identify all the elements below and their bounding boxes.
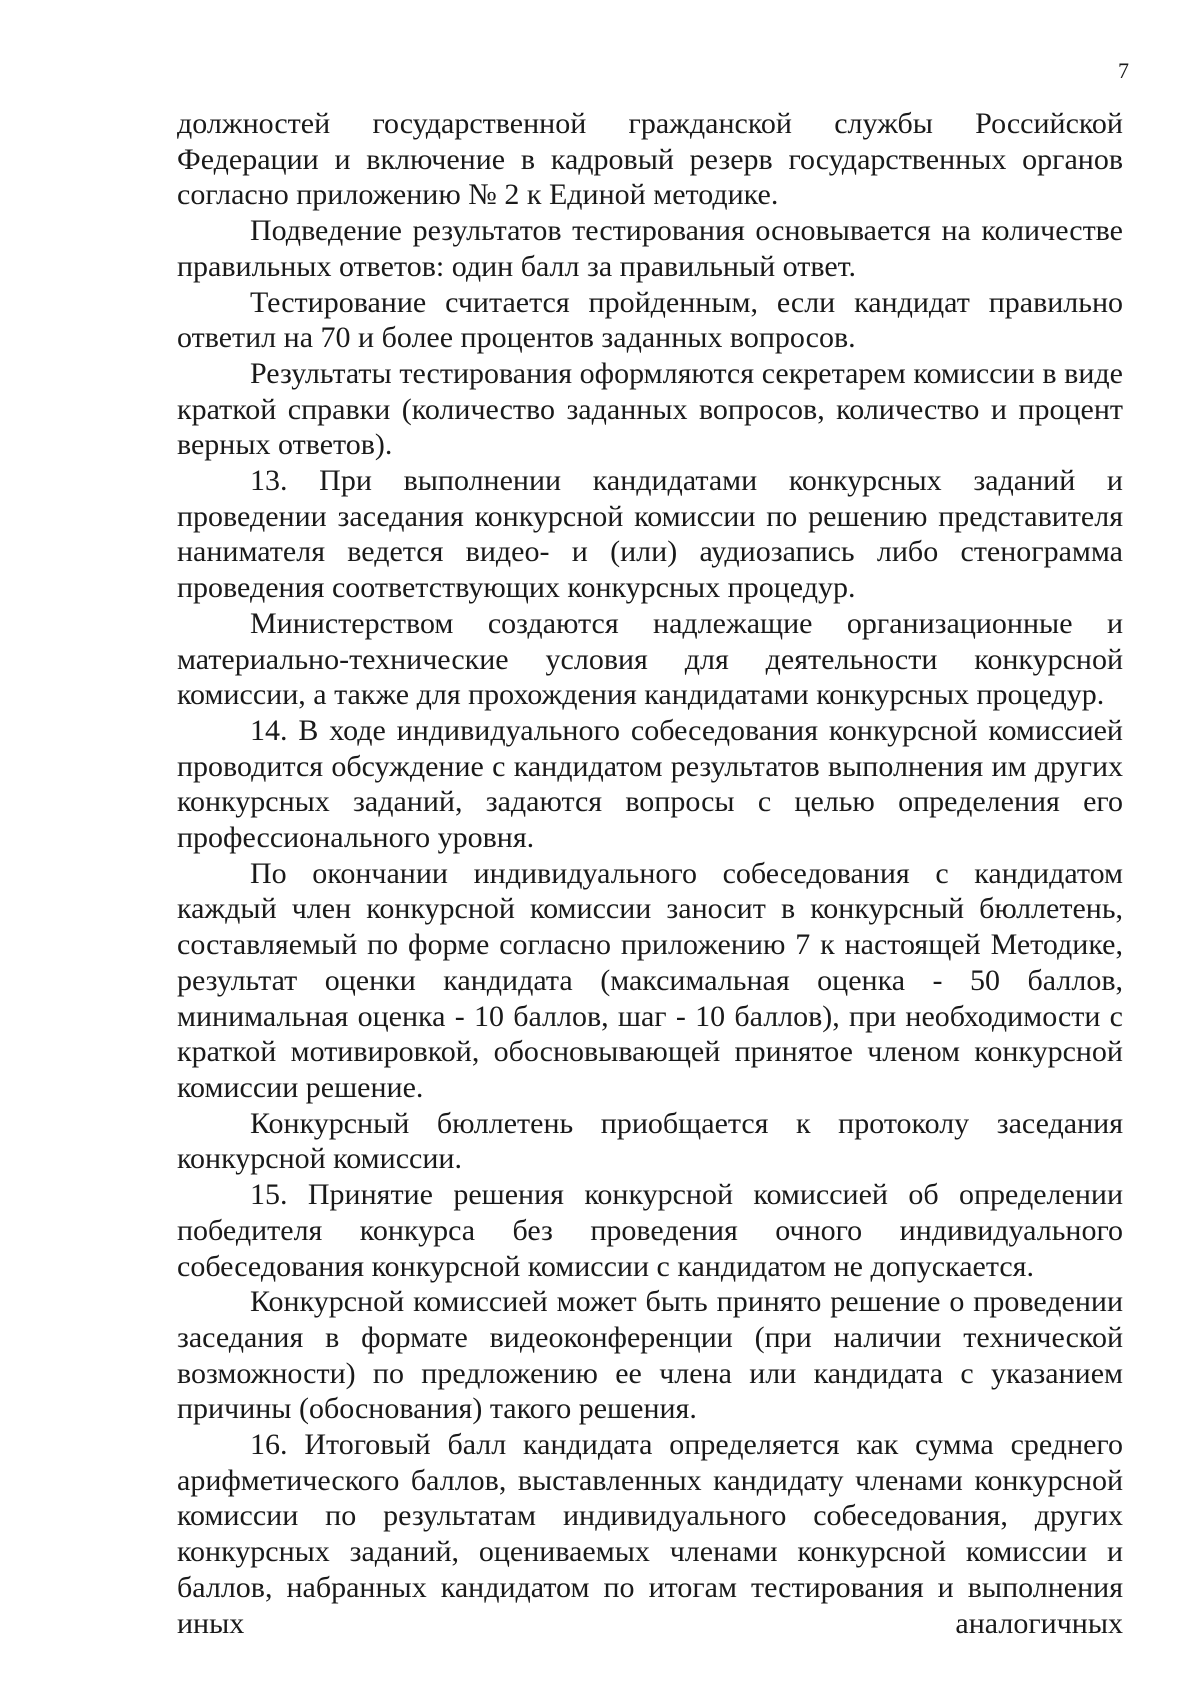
paragraph-item-14: 14. В ходе индивидуального собеседования конкурсной комиссией проводится обсуждение с кандидатом результатов выполнения им других конкурсных заданий, задаются вопросы с целью определения его профессионального уровня. [177,713,1123,855]
paragraph: Тестирование считается пройденным, если кандидат правильно ответил на 70 и более процентов заданных вопросов. [177,285,1123,355]
paragraph: По окончании индивидуального собеседования с кандидатом каждый член конкурсной комиссии заносит в конкурсный бюллетень, составляемый по форме согласно приложению 7 к настоящей Методике, результат оценки кандидата (максимальная оценка - 50 баллов, минимальная оценка - 10 баллов, шаг - 10 баллов), при необходимости с краткой мотивировкой, обосновывающей принятое членом конкурсной комиссии решение. [177,856,1123,1104]
paragraph: Конкурсный бюллетень приобщается к протоколу заседания конкурсной комиссии. [177,1106,1123,1176]
paragraph-item-15: 15. Принятие решения конкурсной комиссией об определении победителя конкурса без проведения очного индивидуального собеседования конкурсной комиссии с кандидатом не допускается. [177,1178,1123,1283]
document-body [177,106,1123,1641]
paragraph: Конкурсной комиссией может быть принято решение о проведении заседания в формате видеоконференции (при наличии технической возможности) по предложению ее члена или кандидата с указанием причины (обоснования) такого решения. [177,1285,1123,1426]
paragraph: Министерством создаются надлежащие организационные и материально-технические условия для деятельности конкурсной комиссии, а также для прохождения кандидатами конкурсных процедур. [177,606,1123,712]
paragraph-item-13: 13. При выполнении кандидатами конкурсных заданий и проведении заседания конкурсной комиссии по решению представителя нанимателя ведется видео- и (или) аудиозапись либо стенограмма проведения соответствующих конкурсных процедур. [177,464,1123,605]
paragraph-item-16: 16. Итоговый балл кандидата определяется как сумма среднего арифметического баллов, выставленных кандидату членами конкурсной комиссии по результатам индивидуального собеседования, других конкурсных заданий, оцениваемых членами конкурсной комиссии и баллов, набранных кандидатом по итогам тестирования и выполнения иных аналогичных [177,1428,1123,1640]
paragraph: Подведение результатов тестирования основывается на количестве правильных ответов: один балл за правильный ответ. [177,214,1123,283]
paragraph: Результаты тестирования оформляются секретарем комиссии в виде краткой справки (количество заданных вопросов, количество и процент верных ответов). [177,356,1123,462]
paragraph: должностей государственной гражданской службы Российской Федерации и включение в кадровый резерв государственных органов согласно приложению № 2 к Единой методике. [177,107,1123,212]
page-number: 7 [1118,58,1129,83]
